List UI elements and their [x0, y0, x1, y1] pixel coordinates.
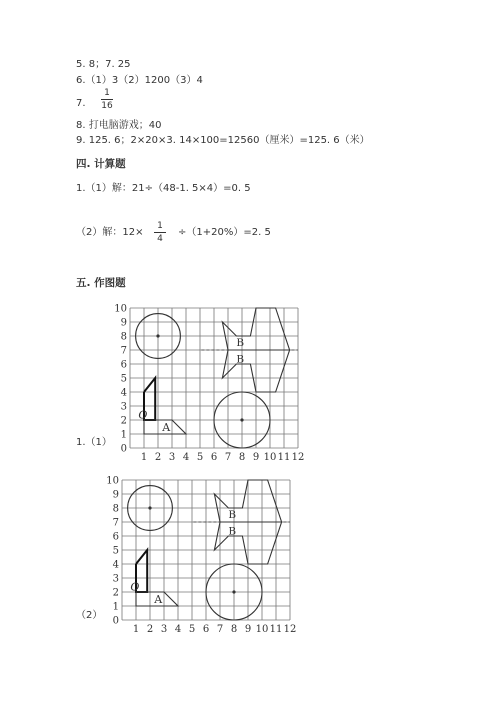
x-tick-label: 9: [244, 624, 252, 635]
figure-rotated: [144, 378, 155, 420]
x-tick-label: 7: [224, 452, 232, 463]
origin-label: 0: [120, 443, 127, 455]
figure-a: [136, 592, 178, 606]
circle-center-dot: [232, 590, 235, 593]
y-tick-label: 5: [112, 545, 119, 557]
x-tick-label: 4: [174, 624, 182, 635]
x-tick-label: 9: [252, 452, 260, 463]
y-tick-label: 8: [112, 503, 119, 515]
figure-b-upper: [222, 308, 289, 350]
label-b-upper: B: [228, 508, 237, 521]
figure-2-label: （2）: [76, 610, 103, 621]
y-tick-label: 10: [114, 303, 127, 315]
circle-center-dot: [148, 506, 151, 509]
origin-label: 0: [112, 615, 119, 627]
x-tick-label: 2: [154, 452, 162, 463]
label-b-lower: B: [236, 353, 245, 366]
circle-top-left: [136, 314, 181, 359]
x-tick-label: 8: [238, 452, 246, 463]
label-b-upper: B: [236, 336, 245, 349]
y-tick-label: 4: [112, 559, 119, 571]
circle-bottom-right: [206, 564, 262, 620]
y-tick-label: 7: [112, 517, 119, 529]
label-a: A: [154, 593, 163, 607]
calc-answer-2-suffix: ÷（1+20%）=2. 5: [178, 227, 271, 238]
y-tick-label: 6: [112, 531, 119, 543]
y-tick-label: 10: [106, 475, 119, 487]
y-tick-label: 1: [112, 601, 119, 613]
x-tick-label: 12: [291, 452, 305, 463]
x-tick-label: 6: [202, 624, 210, 635]
x-tick-label: 7: [216, 624, 224, 635]
circle-center-dot: [240, 418, 243, 421]
answer-9: 9. 125. 6；2×20×3. 14×100=12560（厘米）=125. 6（米）: [76, 135, 370, 146]
x-tick-label: 11: [277, 452, 291, 463]
circle-bottom-right: [214, 392, 270, 448]
figure-1-label: 1.（1）: [76, 437, 112, 448]
y-tick-label: 7: [120, 345, 127, 357]
y-tick-label: 9: [112, 489, 119, 501]
y-tick-label: 6: [120, 359, 127, 371]
x-tick-label: 5: [188, 624, 196, 635]
circle-top-left: [128, 486, 173, 531]
fraction-numerator: 1: [104, 88, 110, 98]
x-tick-label: 12: [283, 624, 297, 635]
x-tick-label: 5: [196, 452, 204, 463]
y-tick-label: 5: [120, 373, 127, 385]
label-b-lower: B: [228, 525, 237, 538]
figure-b-upper: [214, 480, 281, 522]
x-tick-label: 2: [146, 624, 154, 635]
circle-center-dot: [156, 334, 159, 337]
label-a: A: [162, 421, 171, 435]
answer-6: 6.（1）3（2）1200（3）4: [76, 75, 203, 86]
x-tick-label: 4: [182, 452, 190, 463]
y-tick-label: 2: [112, 587, 119, 599]
section-title-calculation: 四. 计算题: [76, 158, 126, 170]
calc-answer-2-fraction: [154, 221, 166, 244]
figure-b-lower: [214, 522, 281, 564]
figure-a: [144, 420, 186, 434]
answer-5: 5. 8；7. 25: [76, 59, 131, 70]
x-tick-label: 6: [210, 452, 218, 463]
calc-answer-1: 1.（1）解：21÷（48-1. 5×4）=0. 5: [76, 183, 251, 194]
y-tick-label: 3: [112, 573, 119, 585]
y-tick-label: 1: [120, 429, 127, 441]
y-tick-label: 2: [120, 415, 127, 427]
y-tick-label: 3: [120, 401, 127, 413]
calc-answer-2-prefix: （2）解：12×: [76, 227, 144, 238]
y-tick-label: 9: [120, 317, 127, 329]
x-tick-label: 3: [168, 452, 176, 463]
answer-8: 8. 打电脑游戏；40: [76, 120, 162, 131]
figure-rotated: [136, 550, 147, 592]
y-tick-label: 4: [120, 387, 127, 399]
label-o: O: [130, 580, 140, 594]
label-o: O: [138, 408, 148, 422]
fraction-denominator: 16: [101, 101, 113, 111]
x-tick-label: 1: [132, 624, 140, 635]
fraction-denominator: 4: [157, 234, 163, 244]
x-tick-label: 3: [160, 624, 168, 635]
x-tick-label: 10: [263, 452, 277, 463]
x-tick-label: 11: [269, 624, 283, 635]
y-tick-label: 8: [120, 331, 127, 343]
x-tick-label: 1: [140, 452, 148, 463]
section-title-drawing: 五. 作图题: [76, 277, 126, 289]
figure-b-lower: [222, 350, 289, 392]
x-tick-label: 8: [230, 624, 238, 635]
fraction-numerator: 1: [157, 221, 163, 231]
answer-7-prefix: 7.: [76, 98, 86, 109]
answer-7-fraction: [101, 88, 113, 111]
x-tick-label: 10: [255, 624, 269, 635]
